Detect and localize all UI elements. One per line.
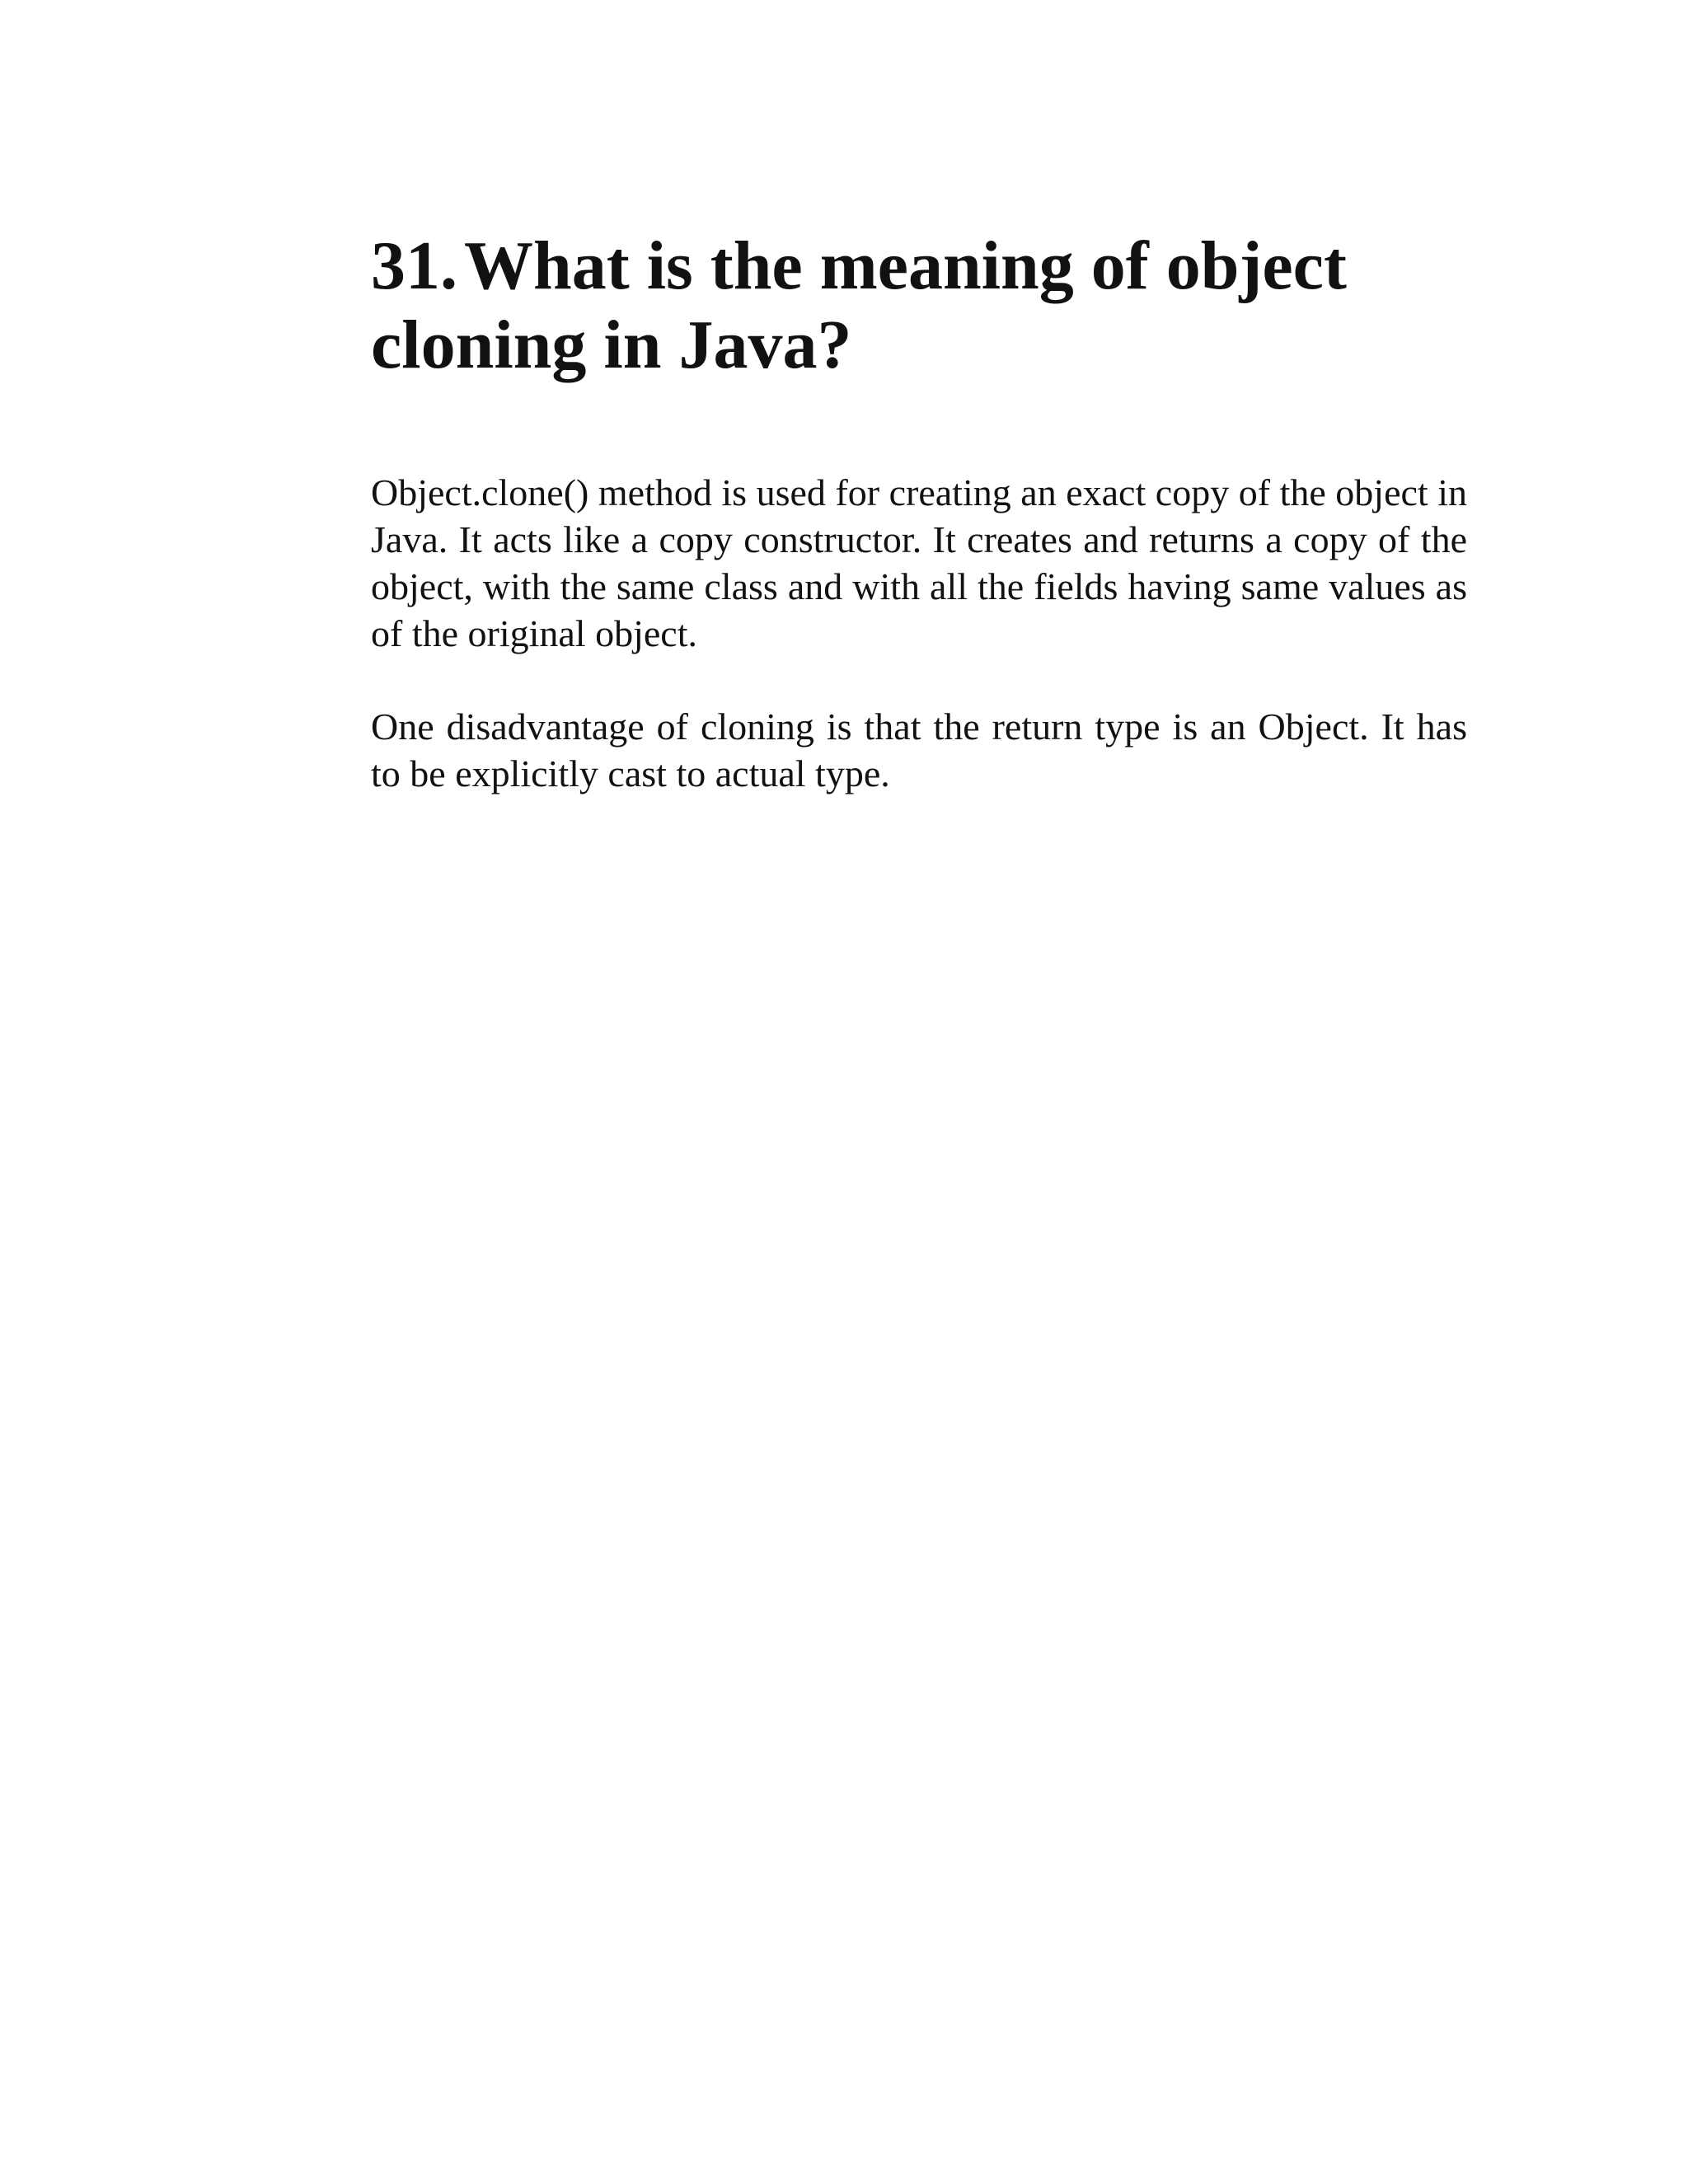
answer-paragraph-2: One disadvantage of cloning is that the return type is an Object. It has to be explicitly cast to actual type. (371, 705, 1467, 794)
question-title: What is the meaning of object cloning in Java? (371, 227, 1347, 383)
answer-paragraph-1: Object.clone() method is used for creating an exact copy of the object in Java. It acts like a copy constructor. It creates and returns a copy of the object, with the same class and with all the fields having same values as of the original object. (371, 471, 1467, 654)
page-content (371, 227, 1467, 797)
question-number: 31. (371, 227, 457, 304)
question-heading (371, 227, 1467, 385)
